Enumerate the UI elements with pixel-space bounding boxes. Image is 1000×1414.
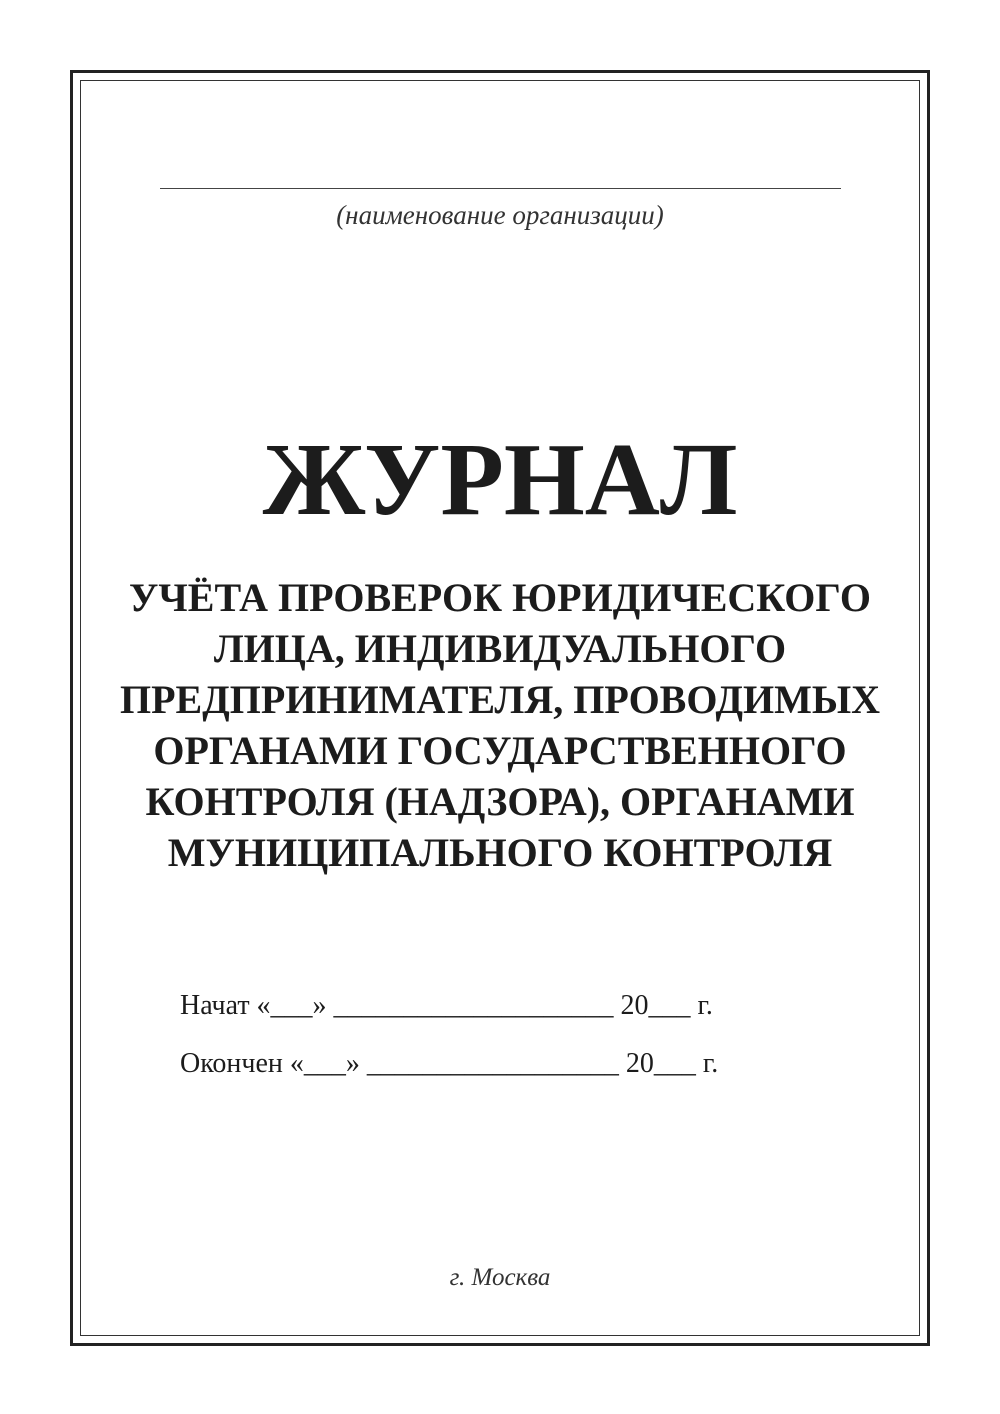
end-date-field: Окончен «___» __________________ 20___ г. — [180, 1048, 719, 1079]
organization-name-line — [160, 188, 841, 189]
start-date-field: Начат «___» ____________________ 20___ г. — [180, 990, 713, 1021]
subtitle-line: ПРЕДПРИНИМАТЕЛЯ, ПРОВОДИМЫХ — [119, 677, 881, 722]
subtitle-line: ОРГАНАМИ ГОСУДАРСТВЕННОГО — [153, 728, 847, 773]
subtitle-line: МУНИЦИПАЛЬНОГО КОНТРОЛЯ — [167, 830, 833, 875]
subtitle-line: ЛИЦА, ИНДИВИДУАЛЬНОГО — [213, 626, 787, 671]
city-label: г. Москва — [449, 1264, 551, 1291]
document-title: ЖУРНАЛ — [262, 422, 738, 537]
organization-name-caption: (наименование организации) — [336, 200, 664, 230]
document-subtitle — [100, 572, 900, 878]
subtitle-line: УЧЁТА ПРОВЕРОК ЮРИДИЧЕСКОГО — [129, 575, 871, 620]
subtitle-line: КОНТРОЛЯ (НАДЗОРА), ОРГАНАМИ — [145, 779, 855, 824]
